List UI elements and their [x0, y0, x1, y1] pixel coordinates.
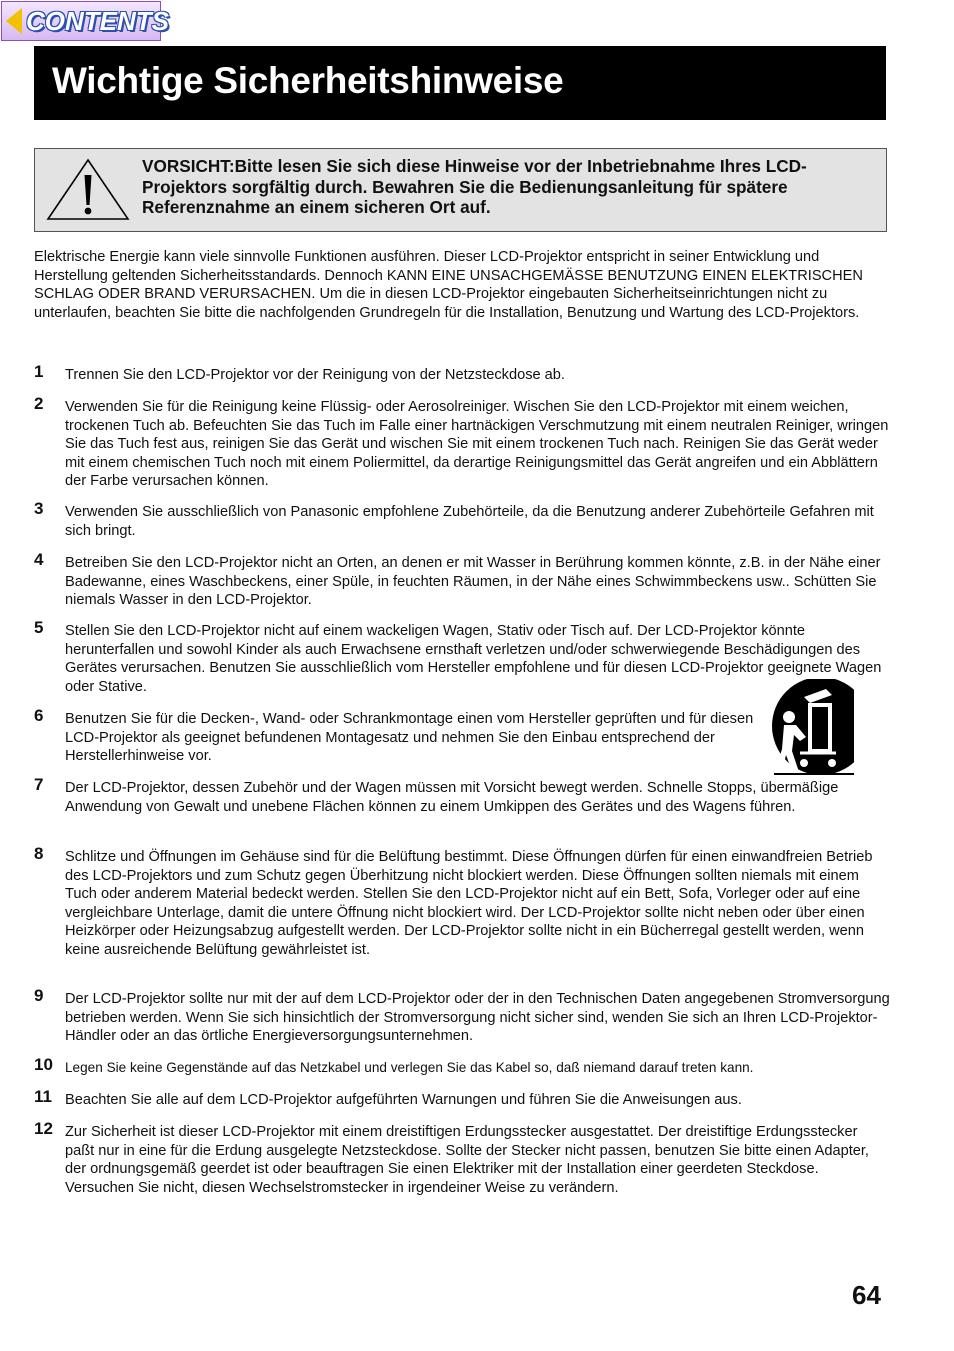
list-item	[34, 706, 890, 766]
item-number: 10	[34, 1055, 53, 1074]
list-item	[34, 394, 890, 491]
list-item	[34, 550, 890, 610]
warning-box	[34, 148, 887, 232]
item-number: 4	[34, 550, 44, 569]
item-text: Legen Sie keine Gegenstände auf das Netzkabel und verlegen Sie das Kabel so, daß niemand darauf treten kann.	[65, 1060, 754, 1075]
item-text: Trennen Sie den LCD-Projektor vor der Reinigung von der Netzsteckdose ab.	[65, 367, 565, 383]
list-item	[34, 1087, 890, 1110]
warning-text: VORSICHT:Bitte lesen Sie sich diese Hinweise vor der Inbetriebnahme Ihres LCD-Projektors sorgfältig durch. Bewahren Sie die Bedienungsanleitung für spätere Referenznahme an einem sicheren Ort auf.	[142, 156, 807, 217]
item-number: 1	[34, 362, 44, 381]
warning-triangle-icon	[45, 157, 131, 223]
contents-button[interactable]	[1, 1, 169, 41]
list-item	[34, 499, 890, 540]
item-text: Zur Sicherheit ist dieser LCD-Projektor mit einem dreistiftigen Erdungsstecker ausgestattet. Der dreistiftige Erdungsstecker paßt nur in eine für die Erdung ausgelegte Netzsteckdose. Sollte der Stecker nicht passen, benutzen Sie bitte einen Adapter, der ordnungsgemäß geerdet ist oder beauftragen Sie einen Elektriker mit der Installation einer geerdeten Steckdose. Versuchen Sie nicht, diesen Wechselstromstecker in irgendeiner Weise zu verändern.	[65, 1124, 869, 1196]
item-text: Schlitze und Öffnungen im Gehäuse sind für die Belüftung bestimmt. Diese Öffnungen dürfen für einen einwandfreien Betrieb des LCD-Projektors und zum Schutz gegen Überhitzung nicht blockiert werden. Diese Öffnungen sollten niemals mit einem Tuch oder anderem Material bedeckt werden. Stellen Sie den LCD-Projektor nicht auf ein Bett, Sofa, Vorleger oder auf eine vergleichbare Unterlage, damit die untere Öffnung nicht blockiert wird. Der LCD-Projektor sollte nicht neben oder über einen Heizkörper oder Heizungsabzug aufgestellt werden. Der LCD-Projektor sollte nicht in ein Bücherregal gestellt werden, wenn keine ausreichende Belüftung gewährleistet ist.	[65, 849, 873, 958]
item-number: 8	[34, 844, 44, 863]
item-number: 11	[34, 1087, 52, 1106]
list-item	[34, 1119, 890, 1197]
back-arrow-icon	[6, 8, 22, 34]
contents-label: CONTENTS	[26, 5, 169, 36]
page-title: Wichtige Sicherheitshinweise	[52, 60, 564, 101]
list-item	[34, 362, 890, 385]
item-number: 6	[34, 706, 44, 725]
item-number: 5	[34, 618, 44, 637]
list-item	[34, 844, 890, 959]
item-number: 9	[34, 986, 44, 1005]
intro-paragraph: Elektrische Energie kann viele sinnvolle Funktionen ausführen. Dieser LCD-Projektor entspricht in seiner Entwicklung und Herstellung geltenden Sicherheitsstandards. Dennoch KANN EINE UNSACHGEMÄSSE BENUTZUNG EINEN ELEKTRISCHEN SCHLAG ODER BRAND VERURSACHEN. Um die in diesen LCD-Projektor eingebauten Sicherheitseinrichtungen nicht zu unterlaufen, beachten Sie bitte die nachfolgenden Grundregeln für die Installation, Benutzung und Wartung des LCD-Projektors.	[34, 249, 863, 321]
item-number: 2	[34, 394, 44, 413]
item-text: Beachten Sie alle auf dem LCD-Projektor aufgeführten Warnungen und führen Sie die Anweisungen aus.	[65, 1092, 742, 1108]
item-number: 7	[34, 775, 44, 794]
item-text: Verwenden Sie ausschließlich von Panasonic empfohlene Zubehörteile, da die Benutzung anderer Zubehörteile Gefahren mit sich bringt.	[65, 504, 874, 539]
item-text: Stellen Sie den LCD-Projektor nicht auf einem wackeligen Wagen, Stativ oder Tisch auf. Der LCD-Projektor könnte herunterfallen und sowohl Kinder als auch Erwachsene ernsthaft verletzen und/oder schwerwiegende Beschädigungen des Gerätes verursachen. Benutzen Sie ausschließlich vom Hersteller empfohlene und für diesen LCD-Projektor geeignete Wagen oder Stative.	[65, 623, 882, 695]
item-text: Betreiben Sie den LCD-Projektor nicht an Orten, an denen er mit Wasser in Berührung kommen könnte, z.B. in der Nähe einer Badewanne, eines Waschbeckens, einer Spüle, in feuchten Räumen, in der Nähe eines Schwimmbeckens usw.. Schütten Sie niemals Wasser in den LCD-Projektor.	[65, 555, 881, 608]
list-item	[34, 1055, 890, 1078]
page-number: 64	[852, 1280, 881, 1310]
item-number: 12	[34, 1119, 53, 1138]
item-number: 3	[34, 499, 44, 518]
list-item	[34, 775, 890, 816]
item-text: Verwenden Sie für die Reinigung keine Flüssig- oder Aerosolreiniger. Wischen Sie den LCD-Projektor mit einem weichen, trockenen Tuch ab. Befeuchten Sie das Tuch im Falle einer hartnäckigen Verschmutzung mit einem neutralen Reiniger, wringen Sie das Tuch fest aus, reinigen Sie das Gerät und wischen Sie mit einem trockenen Tuch nach. Reinigen Sie das Gerät weder mit einem chemischen Tuch noch mit einem Poliermittel, da derartige Reinigungsmittel das Gerät angreifen und ein Abblättern der Farbe verursachen können.	[65, 399, 889, 489]
item-text: Benutzen Sie für die Decken-, Wand- oder Schrankmontage einen vom Hersteller geprüften und für diesen LCD-Projektor als geeignet befundenen Montagesatz und nehmen Sie den Einbau entsprechend der Herstellerhinweise vor.	[65, 711, 754, 764]
item-text: Der LCD-Projektor sollte nur mit der auf dem LCD-Projektor oder der in den Technischen Daten angegebenen Stromversorgung betrieben werden. Wenn Sie sich hinsichtlich der Stromversorgung nicht sicher sind, wenden Sie sich an Ihren LCD-Projektor-Händler oder an das örtliche Energieversorgungsunternehmen.	[65, 991, 890, 1044]
cart-tipover-warning-icon	[770, 679, 854, 777]
item-text: Der LCD-Projektor, dessen Zubehör und der Wagen müssen mit Vorsicht bewegt werden. Schnelle Stopps, übermäßige Anwendung von Gewalt und unebene Flächen können zu einem Umkippen des Gerätes und des Wagens führen.	[65, 780, 839, 815]
title-bar	[34, 46, 886, 120]
list-item	[34, 986, 890, 1046]
list-item	[34, 618, 890, 696]
